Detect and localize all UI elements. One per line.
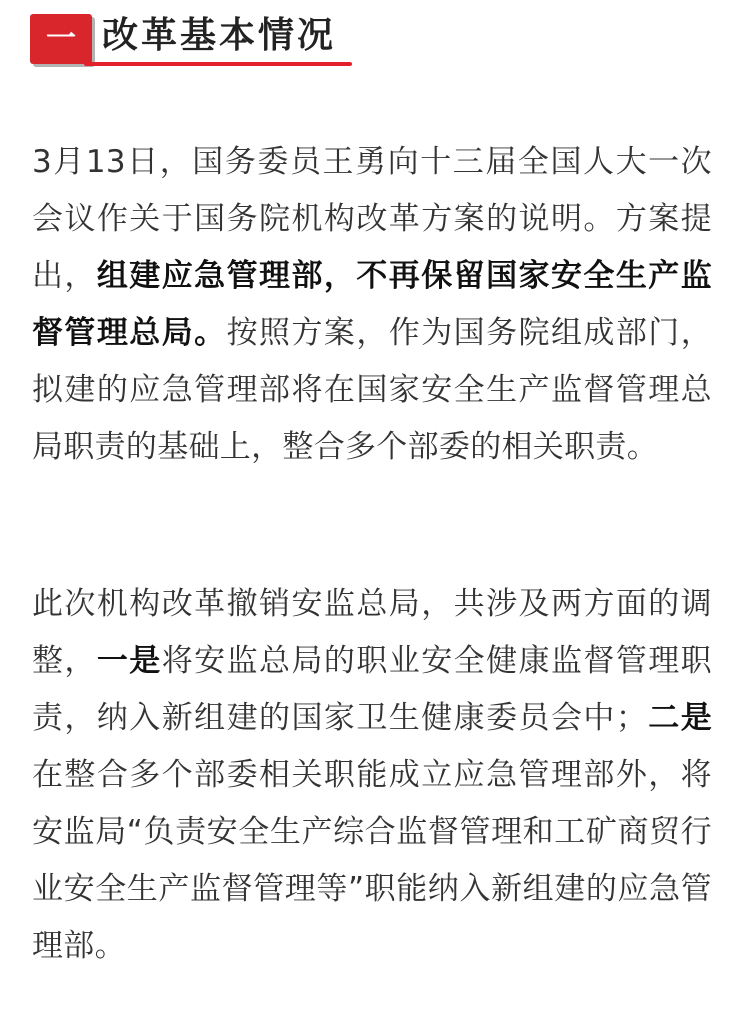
paragraph-2 [32,576,712,975]
section-title: 改革基本情况 [102,15,337,56]
paragraph-2-bold-1: 一是 [96,643,162,679]
paragraph-2-text-2: 将安监总局的职业安全健康监督管理职责，纳入新组建的国家卫生健康委员会中； [32,643,712,736]
paragraph-2-text-3: 在整合多个部委相关职能成立应急管理部外，将安监局“负责安全生产综合监督管理和工矿商贸行业安全生产监督管理等”职能纳入新组建的应急管理部。 [32,757,712,964]
title-underline [84,62,352,66]
paragraph-2-bold-2: 二是 [647,700,712,736]
paragraph-2-text-1: 此次机构改革撤销安监总局，共涉及两方面的调整， [32,586,712,679]
section-number-badge: 一 [30,14,92,64]
section-header [30,6,360,70]
paragraph-1-bold-1: 组建应急管理部，不再保留国家安全生产监督管理总局。 [32,258,712,351]
paragraph-1-text-1: 3月13日，国务委员王勇向十三届全国人大一次会议作关于国务院机构改革方案的说明。方案提出， [32,144,712,294]
paragraph-1 [32,134,712,476]
paragraph-1-text-2: 按照方案，作为国务院组成部门，拟建的应急管理部将在国家安全生产监督管理总局职责的基础上，整合多个部委的相关职责。 [32,315,712,465]
